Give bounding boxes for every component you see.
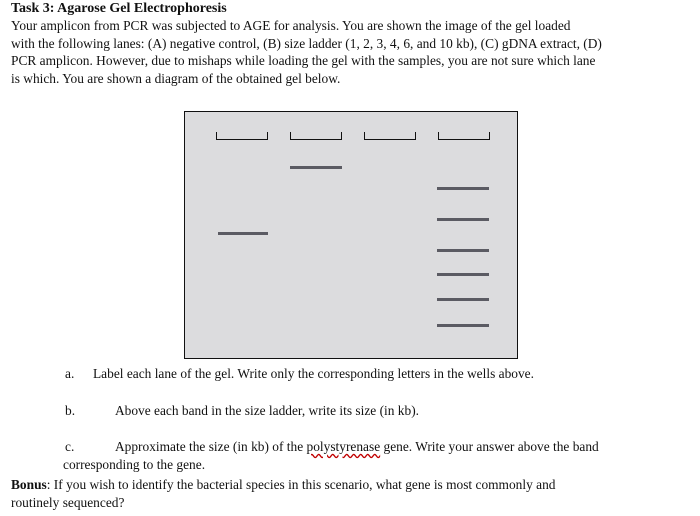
question-b-marker: b. — [65, 403, 76, 418]
gel-band-lane-4 — [437, 298, 489, 301]
gel-band-lane-4 — [437, 187, 489, 190]
gel-band-lane-4 — [437, 273, 489, 276]
gel-well-2 — [290, 132, 342, 140]
intro-line: with the following lanes: (A) negative control, (B) size ladder (1, 2, 3, 4, 6, and 10 kb), (C) gDNA extract, (D) — [11, 35, 602, 51]
question-c-line2: corresponding to the gene. — [63, 457, 206, 472]
bonus-line — [11, 476, 691, 494]
question-c-text — [115, 438, 599, 456]
intro-line: PCR amplicon. However, due to mishaps while loading the gel with the samples, you are not sure which lane — [11, 53, 596, 68]
question-c-text-before: Approximate the size (in kb) of the — [115, 439, 307, 454]
gel-band-lane-4 — [437, 218, 489, 221]
bonus-question — [11, 476, 691, 511]
question-c-marker: c. — [65, 439, 75, 454]
question-a-text: Label each lane of the gel. Write only the corresponding letters in the wells above. — [93, 366, 534, 381]
question-c-text-after: gene. Write your answer above the band — [380, 439, 599, 454]
gel-band-lane-2 — [290, 166, 342, 169]
bonus-line2: routinely sequenced? — [11, 494, 125, 510]
gene-name: polystyrenase — [306, 439, 381, 454]
question-b-text: Above each band in the size ladder, write its size (in kb). — [115, 403, 419, 418]
gel-well-4 — [438, 132, 490, 140]
gel-well-3 — [364, 132, 416, 140]
question-a-marker: a. — [65, 366, 75, 381]
gel-well-1 — [216, 132, 268, 140]
gel-band-lane-4 — [437, 324, 489, 327]
gel-band-lane-4 — [437, 249, 489, 252]
gel-diagram — [184, 111, 518, 359]
gel-band-lane-1 — [218, 232, 268, 235]
bonus-text: : If you wish to identify the bacterial species in this scenario, what gene is most commonly and — [46, 477, 556, 492]
task-title: Task 3: Agarose Gel Electrophoresis — [11, 1, 227, 16]
task-intro — [11, 17, 691, 87]
bonus-label: Bonus — [11, 477, 47, 492]
intro-line: Your amplicon from PCR was subjected to AGE for analysis. You are shown the image of the gel loaded — [11, 18, 571, 33]
intro-line: is which. You are shown a diagram of the obtained gel below. — [11, 70, 341, 86]
